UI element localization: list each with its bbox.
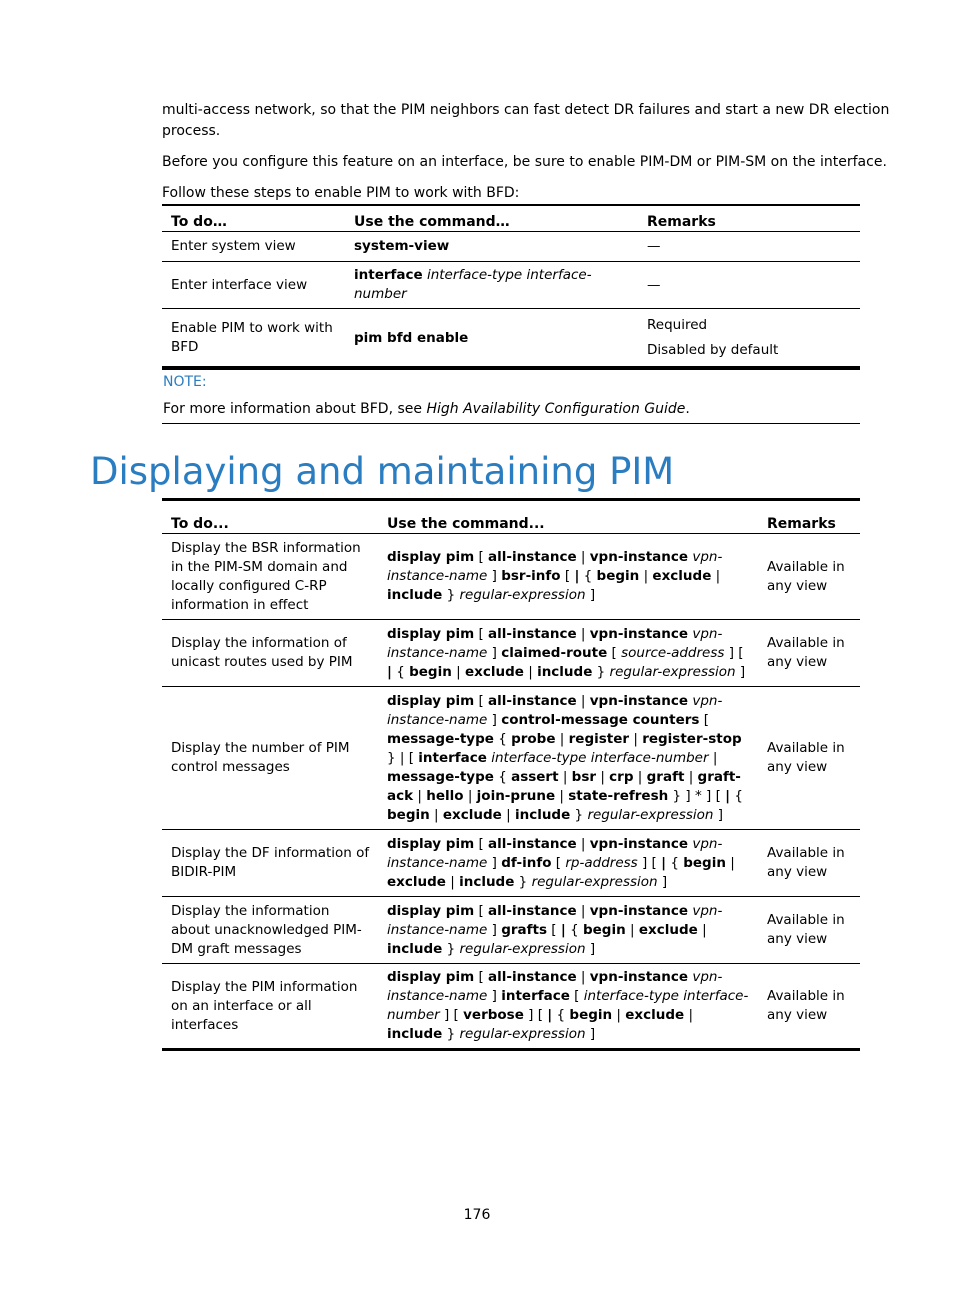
command-keyword: exclude [638, 921, 698, 938]
todo-cell: Enter system view [162, 232, 345, 262]
command-keyword: interface [354, 267, 423, 283]
command-keyword: display pim [387, 549, 475, 565]
table-row [162, 262, 860, 309]
command-argument: regular-expression [459, 1026, 586, 1042]
command-keyword: bsr-info [501, 568, 561, 584]
command-argument: interface-type [583, 988, 679, 1004]
intro-paragraph-1-line-1: multi-access network, so that the PIM neighbors can fast detect DR failures and start a new DR election [162, 102, 890, 118]
command-keyword: display pim [387, 692, 475, 709]
command-keyword: message-type [387, 768, 494, 785]
command-keyword: exclude [625, 1007, 685, 1023]
command-keyword: all-instance [488, 969, 577, 985]
command-keyword: message-type [387, 730, 494, 747]
command-argument: interface-type interface-number [354, 267, 592, 302]
table-row [162, 964, 860, 1050]
command-keyword: assert [511, 768, 559, 785]
command-keyword: begin [569, 1007, 613, 1023]
command-argument: vpn-instance-name [387, 549, 723, 584]
command-keyword: df-info [501, 854, 552, 871]
command-argument: source-address [621, 644, 725, 661]
intro-paragraph-3: Follow these steps to enable PIM to work with BFD: [162, 185, 520, 201]
table-row [162, 309, 860, 369]
command-keyword: include [387, 587, 443, 603]
todo-cell: Enter interface view [162, 262, 345, 309]
command-keyword: exclude [442, 806, 502, 823]
intro-paragraph-1-line-2: process. [162, 123, 221, 139]
command-keyword: hello [426, 787, 464, 804]
command-keyword: register [568, 730, 630, 747]
command-keyword: graft-ack [387, 768, 741, 804]
command-cell [345, 262, 638, 309]
command-argument: regular-expression [587, 806, 714, 823]
command-argument: vpn-instance-name [387, 902, 723, 938]
remarks-cell: Available in any view [758, 534, 860, 620]
command-keyword: state-refresh [568, 787, 669, 804]
todo-cell: Enable PIM to work with BFD [162, 309, 345, 369]
note-box [162, 366, 860, 424]
table-row [162, 897, 860, 964]
note-text-guide-title: High Availability Configuration Guide [426, 401, 686, 417]
command-keyword: include [537, 663, 593, 680]
todo-cell: Display the BSR information in the PIM-SM domain and locally configured C-RP information in effect [162, 534, 378, 620]
command-keyword: include [514, 806, 571, 823]
command-keyword: | [547, 1007, 553, 1023]
command-cell: display pim [ all-instance | vpn-instance vpn-instance-name ] bsr-info [ | { begin | exclude | include } regular-expression ] [378, 534, 758, 620]
command-argument: regular-expression [459, 940, 586, 957]
command-keyword: register-stop [642, 730, 742, 747]
command-keyword: include [387, 940, 443, 957]
todo-cell: Display the DF information of BIDIR-PIM [162, 830, 378, 897]
column-header-command: Use the command... [387, 516, 545, 532]
table-row [162, 830, 860, 897]
command-keyword: | [661, 854, 667, 871]
section-heading: Displaying and maintaining PIM [90, 450, 675, 493]
command-keyword: begin [683, 854, 726, 871]
command-keyword: exclude [652, 568, 712, 584]
command-keyword: pim bfd enable [354, 329, 469, 346]
column-header-remarks: Remarks [647, 214, 716, 230]
note-text-suffix: . [685, 401, 690, 417]
table-header-row [162, 205, 860, 232]
command-argument: rp-address [565, 854, 638, 871]
command-keyword: begin [387, 806, 430, 823]
command-cell: display pim [ all-instance | vpn-instance vpn-instance-name ] control-message counters [ message-type { probe | register | register-stop } | [ interface interface-type interface-number | message-type { assert | bsr | crp | graft | graft-ack | hello | join-prune | state-refresh } ] * ] [ | { begin | exclude | include } regular-expression ] [378, 687, 758, 830]
command-keyword: vpn-instance [589, 692, 689, 709]
command-keyword: all-instance [488, 835, 577, 852]
table-header-row [162, 500, 860, 534]
command-keyword: all-instance [488, 625, 577, 642]
command-keyword: begin [596, 568, 640, 584]
column-header-todo: To do… [171, 214, 227, 230]
command-keyword: vpn-instance [589, 835, 689, 852]
command-argument: vpn-instance-name [387, 692, 723, 728]
note-text [163, 401, 690, 417]
command-keyword: all-instance [488, 549, 577, 565]
command-argument: vpn-instance-name [387, 625, 723, 661]
command-cell: display pim [ all-instance | vpn-instance vpn-instance-name ] claimed-route [ source-address ] [ | { begin | exclude | include } regular-expression ] [378, 620, 758, 687]
command-keyword: verbose [463, 1007, 524, 1023]
command-keyword: include [387, 1026, 443, 1042]
command-keyword: graft [646, 768, 685, 785]
remarks-cell: Available in any view [758, 897, 860, 964]
command-argument: interface-number [387, 988, 749, 1023]
command-keyword: | [560, 921, 566, 938]
command-keyword: control-message counters [501, 711, 700, 728]
command-keyword: begin [582, 921, 626, 938]
command-keyword: bsr [571, 768, 597, 785]
column-header-command: Use the command… [354, 214, 510, 230]
intro-paragraph-2: Before you configure this feature on an interface, be sure to enable PIM-DM or PIM-SM on the interface. [162, 154, 887, 170]
command-keyword: all-instance [488, 902, 577, 919]
remark-line: Required [647, 317, 708, 333]
remarks-cell: Available in any view [758, 620, 860, 687]
command-keyword: display pim [387, 625, 475, 642]
page-number: 176 [463, 1207, 491, 1223]
command-keyword: claimed-route [501, 644, 608, 661]
remarks-cell: — [638, 262, 860, 309]
remarks-cell: Available in any view [758, 964, 860, 1050]
command-keyword: | [725, 787, 731, 804]
command-argument: regular-expression [531, 873, 658, 890]
command-keyword: interface [501, 988, 570, 1004]
remarks-cell [638, 309, 860, 369]
bfd-steps-table [162, 204, 860, 370]
remarks-cell: Available in any view [758, 687, 860, 830]
command-keyword: interface [418, 749, 487, 766]
command-keyword: probe [511, 730, 556, 747]
command-cell: display pim [ all-instance | vpn-instance vpn-instance-name ] grafts [ | { begin | exclude | include } regular-expression ] [378, 897, 758, 964]
command-keyword: | [387, 663, 392, 680]
remarks-cell: — [638, 232, 860, 262]
command-argument: vpn-instance-name [387, 835, 723, 871]
command-keyword: begin [409, 663, 452, 680]
table-row [162, 620, 860, 687]
column-header-todo: To do... [171, 516, 229, 532]
command-cell: display pim [ all-instance | vpn-instance vpn-instance-name ] interface [ interface-type interface-number ] [ verbose ] [ | { begin | exclude | include } regular-expression ] [378, 964, 758, 1050]
todo-cell: Display the number of PIM control messages [162, 687, 378, 830]
column-header-remarks: Remarks [767, 516, 836, 532]
remarks-cell: Available in any view [758, 830, 860, 897]
command-keyword: vpn-instance [589, 625, 689, 642]
command-keyword: crp [609, 768, 634, 785]
command-keyword: exclude [387, 873, 446, 890]
command-keyword: grafts [501, 921, 548, 938]
pim-display-table [162, 498, 860, 1051]
note-label: NOTE: [163, 374, 207, 390]
command-keyword: include [459, 873, 515, 890]
command-keyword: exclude [464, 663, 524, 680]
todo-cell: Display the PIM information on an interface or all interfaces [162, 964, 378, 1050]
command-argument: regular-expression [609, 663, 736, 680]
command-cell: display pim [ all-instance | vpn-instance vpn-instance-name ] df-info [ rp-address ] [ | { begin | exclude | include } regular-expression ] [378, 830, 758, 897]
command-cell [345, 309, 638, 369]
command-argument: vpn-instance-name [387, 969, 723, 1004]
command-keyword: vpn-instance [589, 969, 689, 985]
command-argument: interface-type interface-number [491, 749, 709, 766]
command-keyword: display pim [387, 969, 475, 985]
remark-line: Disabled by default [647, 342, 779, 358]
command-keyword: system-view [354, 238, 450, 254]
command-keyword: vpn-instance [589, 549, 689, 565]
command-keyword: display pim [387, 902, 475, 919]
command-keyword: | [574, 568, 580, 584]
command-keyword: join-prune [476, 787, 556, 804]
command-keyword: display pim [387, 835, 475, 852]
command-keyword: vpn-instance [589, 902, 689, 919]
command-argument: regular-expression [459, 587, 586, 603]
table-row [162, 534, 860, 620]
command-cell [345, 232, 638, 262]
note-text-prefix: For more information about BFD, see [163, 401, 427, 417]
todo-cell: Display the information about unacknowledged PIM-DM graft messages [162, 897, 378, 964]
table-row [162, 232, 860, 262]
todo-cell: Display the information of unicast routes used by PIM [162, 620, 378, 687]
command-keyword: all-instance [488, 692, 577, 709]
table-row [162, 687, 860, 830]
